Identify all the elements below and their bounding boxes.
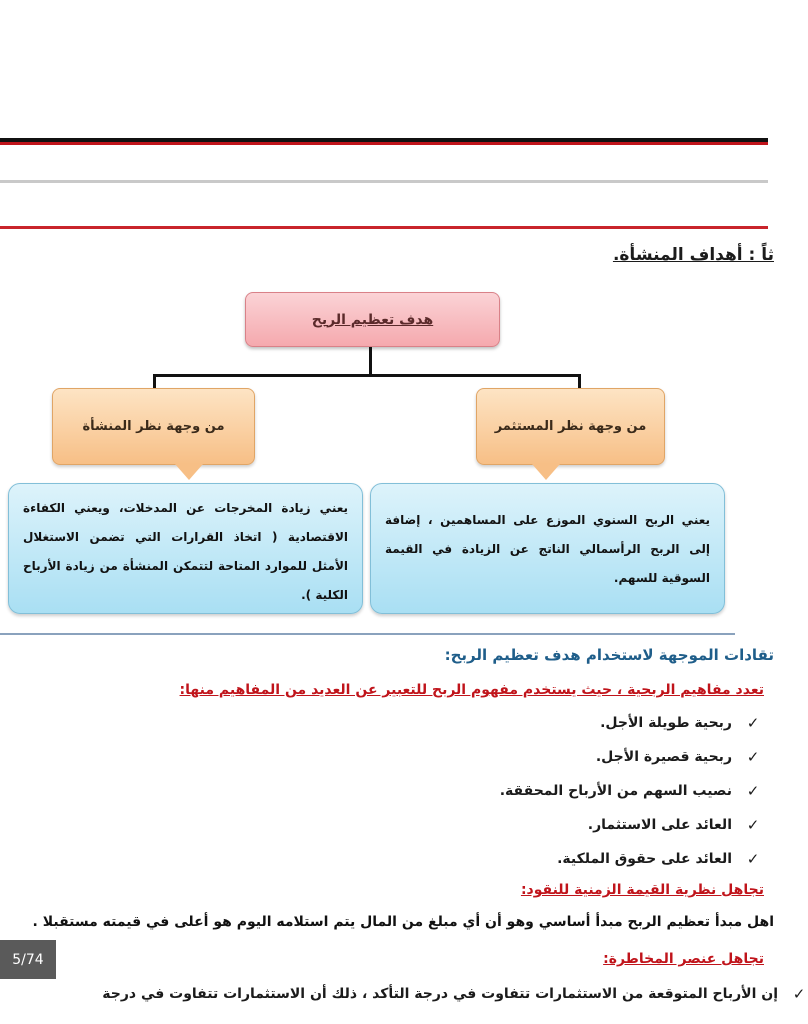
check-mark-icon: ✓ <box>746 748 760 766</box>
list-item <box>500 782 762 800</box>
investor-description-box: يعني الربح السنوي الموزع على المساهمين ، إضافة إلى الربح الرأسمالي الناتج عن الزيادة في القيمة السوقية للسهم. <box>370 483 725 614</box>
connector-horizontal <box>153 374 581 377</box>
concepts-intro: تعدد مفاهيم الربحية ، حيث يستخدم مفهوم الربح للتعبير عن العديد من المفاهيم منها: <box>179 682 764 698</box>
investor-callout-tail <box>532 464 560 480</box>
check-mark-icon: ✓ <box>746 714 760 732</box>
firm-callout-tail <box>175 464 203 480</box>
tvm-heading: تجاهل نظرية القيمة الزمنية للنقود: <box>520 882 764 898</box>
check-mark-icon: ✓ <box>792 985 806 1003</box>
blue-rule <box>0 633 735 635</box>
red-rule <box>0 226 768 229</box>
criticisms-title: تقادات الموجهة لاستخدام هدف تعظيم الربح: <box>444 646 774 664</box>
list-item-text: ربحية طويلة الأجل. <box>600 715 732 731</box>
firm-view-box: من وجهة نظر المنشأة <box>52 388 255 465</box>
list-item-text: العائد على الاستثمار. <box>587 817 732 833</box>
risk-item-text: إن الأرباح المتوقعة من الاستثمارات تتفاوت في درجة التأكد ، ذلك أن الاستثمارات تتفاوت في درجة <box>102 986 778 1002</box>
top-red-rule <box>0 142 768 145</box>
list-item <box>588 816 762 834</box>
tvm-text: اهل مبدأ تعظيم الربح مبدأ أساسي وهو أن أي مبلغ من المال يتم استلامه اليوم هو أعلى في قيمته مستقبلا . <box>32 914 774 930</box>
list-item-text: ربحية قصيرة الأجل. <box>595 749 732 765</box>
connector-right <box>578 374 581 388</box>
list-item-text: العائد على حقوق الملكية. <box>557 851 732 867</box>
list-item-text: نصيب السهم من الأرباح المحققة. <box>499 783 732 799</box>
risk-heading: تجاهل عنصر المخاطرة: <box>603 951 764 967</box>
check-mark-icon: ✓ <box>746 782 760 800</box>
list-item <box>557 850 762 868</box>
risk-list-item <box>102 985 808 1003</box>
list-item <box>596 748 762 766</box>
check-mark-icon: ✓ <box>746 816 760 834</box>
list-item <box>600 714 762 732</box>
connector-left <box>153 374 156 388</box>
section-heading: ثاً : أهداف المنشأة. <box>612 245 774 265</box>
firm-description-box: يعني زيادة المخرجات عن المدخلات، ويعني الكفاءة الاقتصادية ( اتخاذ القرارات التي تضمن الاستغلال الأمثل للموارد المتاحة لتتمكن المنشأة من زيادة الأرباح الكلية ). <box>8 483 363 614</box>
check-mark-icon: ✓ <box>746 850 760 868</box>
connector-vertical <box>369 347 372 375</box>
gray-rule <box>0 180 768 183</box>
page-counter: 5/74 <box>0 940 56 979</box>
investor-view-box: من وجهة نظر المستثمر <box>476 388 665 465</box>
goal-box: هدف تعظيم الربح <box>245 292 500 347</box>
